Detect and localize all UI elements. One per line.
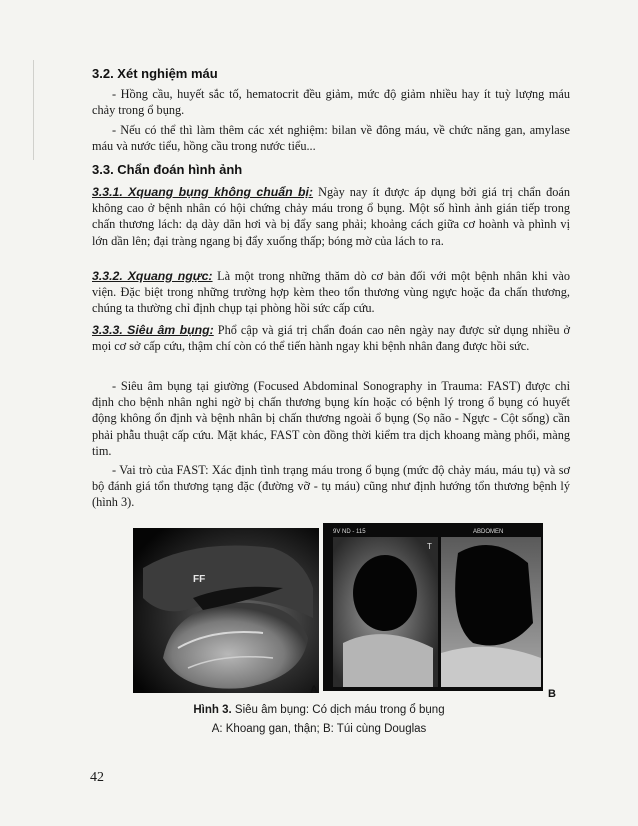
- ultrasound-a-graphic: [133, 528, 319, 693]
- label-ff: FF: [193, 574, 206, 585]
- figure-caption: [0, 704, 638, 716]
- paragraph-fast: - Siêu âm bụng tại giường (Focused Abdominal Sonography in Trauma: FAST) được chỉ định cho bệnh nhân nghi ngờ bị chấn thương bụng kín hoặc có bệnh lý trong ổ bụng có huyết động không ổn định và bệnh nhân bị chấn thương ngoài ổ bụng (Sọ não - Ngực - Cột sống) cần phải phẫu thuật cấp cứu. Mặt khác, FAST còn đồng thời kiểm tra dịch khoang màng phổi, màng tim.: [92, 379, 570, 458]
- header-b: ABDOMEN: [473, 529, 504, 535]
- paragraph-xray-chest: [92, 268, 570, 317]
- text-3-3-3: Phổ cập và giá trị chẩn đoán cao nên ngày nay được sử dụng nhiều ở mọi cơ sở cấp cứu, thậm chí còn có thể tiến hành ngay khi bệnh nhân đang được hồi sức.: [92, 323, 570, 354]
- section-heading-3-3: 3.3. Chẩn đoán hình ảnh: [92, 162, 243, 177]
- section-heading-3-2: 3.2. Xét nghiệm máu: [92, 66, 218, 81]
- text-3-3-2: Là một trong những thăm dò cơ bản đối với một bệnh nhân khi vào viện. Đặc biệt trong những trường hợp kèm theo tổn thương vùng ngực hoặc đa chấn thương, chúng ta thường chỉ định chụp tại phòng hồi sức cấp cứu.: [92, 269, 571, 316]
- caption-text: Siêu âm bụng: Có dịch máu trong ổ bụng: [231, 704, 445, 716]
- ultrasound-image-a: [133, 528, 319, 693]
- figure-caption-line2: A: Khoang gan, thận; B: Túi cùng Douglas: [211, 723, 427, 735]
- page-number: 42: [90, 770, 104, 785]
- ultrasound-b-graphic: [323, 523, 543, 691]
- paragraph-extra-tests: - Nếu có thể thì làm thêm các xét nghiệm: bilan về đông máu, về chức năng gan, amylase máu và nước tiểu, hồng cầu trong nước tiểu...: [92, 123, 570, 154]
- header-a: 9V ND - 115: [333, 529, 366, 535]
- label-t: T: [427, 542, 432, 551]
- paragraph-xray-abdomen: [92, 184, 570, 249]
- paragraph-fast-role: - Vai trò của FAST: Xác định tình trạng máu trong ổ bụng (mức độ chảy máu, máu tụ) và sơ bộ đánh giá tổn thương tạng đặc (đường vỡ - tụ máu) cũng như định hướng tổn thương bệnh lý (hình 3).: [92, 463, 570, 510]
- subheading-3-3-3: 3.3.3. Siêu âm bụng:: [92, 323, 214, 337]
- caption-label: Hình 3.: [193, 704, 232, 716]
- subheading-3-3-1: 3.3.1. Xquang bụng không chuẩn bị:: [92, 185, 314, 199]
- ultrasound-image-b: [323, 523, 543, 691]
- panel-letter-b: B: [548, 688, 556, 700]
- subheading-3-3-2: 3.3.2. Xquang ngực:: [92, 269, 213, 283]
- paragraph-hemoglobin: - Hồng cầu, huyết sắc tố, hematocrit đều giảm, mức độ giảm nhiều hay ít tuỳ lượng máu chảy trong ổ bụng.: [92, 87, 570, 118]
- panel-letter-a: A: [310, 684, 318, 696]
- paragraph-ultrasound: [92, 322, 570, 354]
- text-3-3-1: Ngày nay ít được áp dụng bởi giá trị chẩn đoán không cao ở bệnh nhân có hội chứng chảy máu trong ổ bụng. Một số hình ảnh gián tiếp trong chấn thương lách: dạ dày dãn hơi và bị đẩy sang phải; khoảng cách giữa cơ hoành và phình vị lớn dần lên; đại tràng ngang bị đẩy xuống thấp; bóng mờ của lách to ra.: [92, 185, 570, 248]
- scan-margin-mark: [33, 60, 34, 160]
